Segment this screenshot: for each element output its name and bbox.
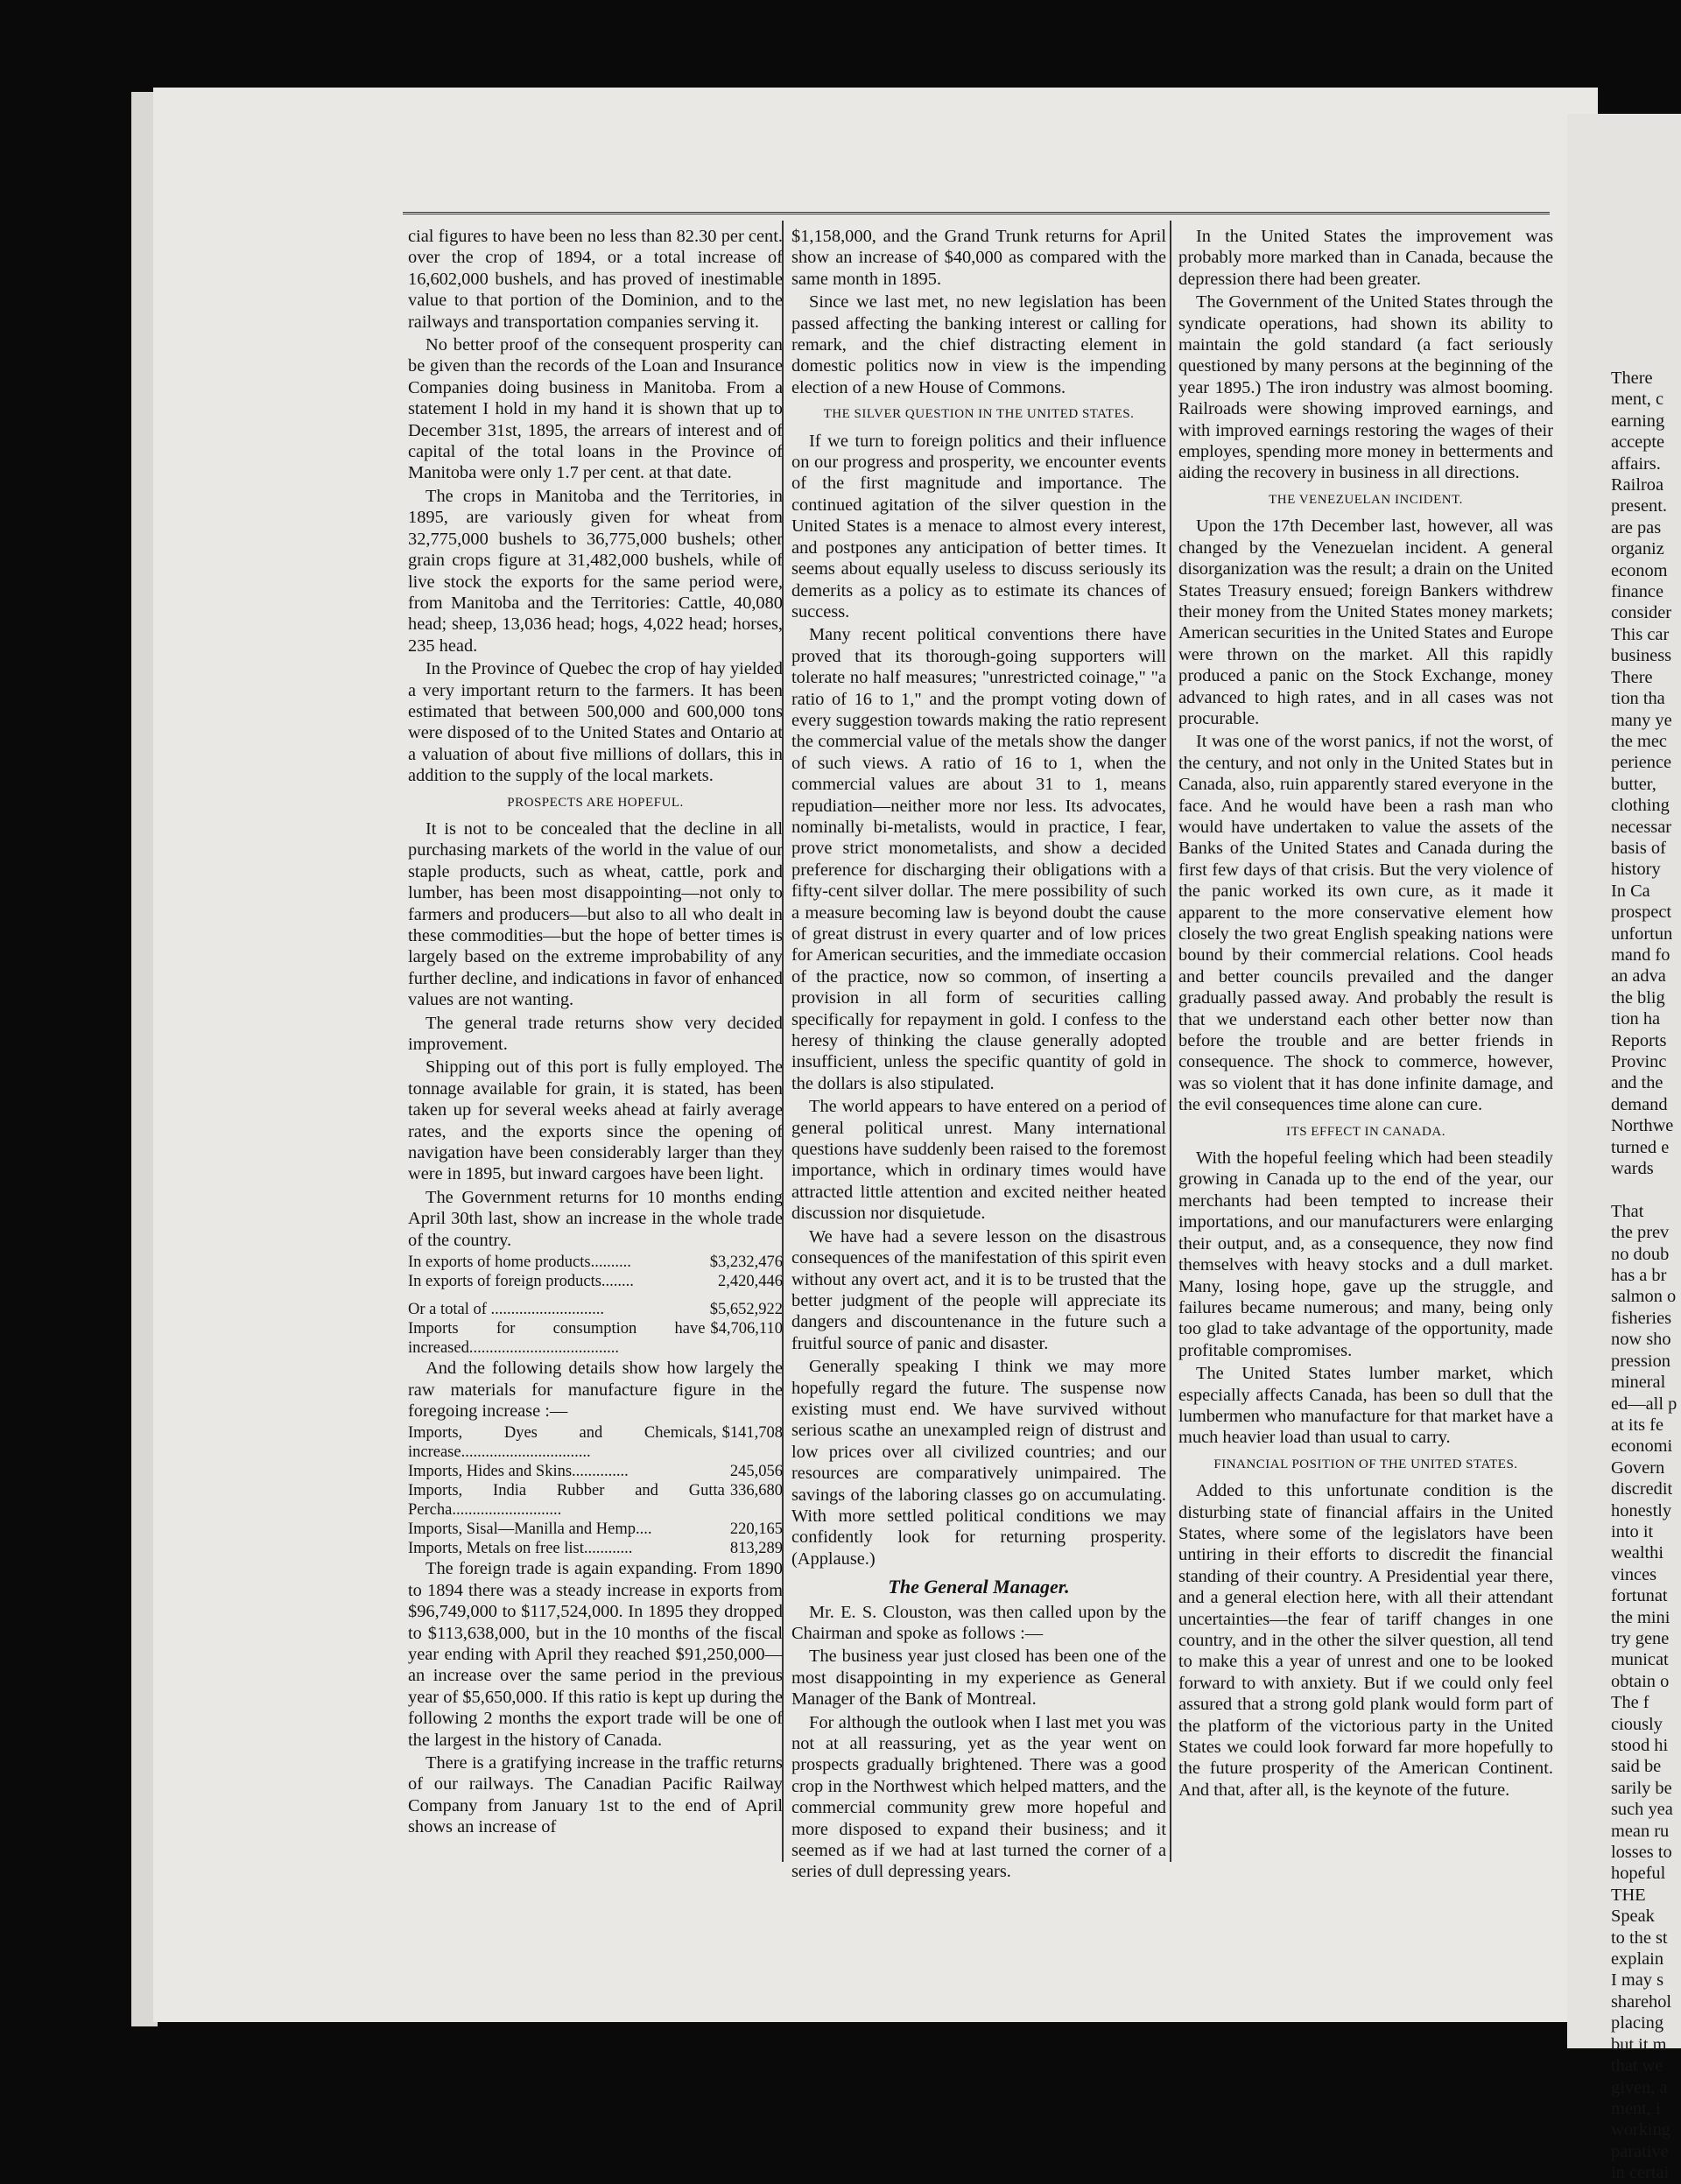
- stat-row: [408, 1300, 783, 1319]
- adjacent-line: now sho: [1611, 1330, 1671, 1350]
- adjacent-line: That: [1611, 1201, 1644, 1221]
- paragraph: The United States lumber market, which especially affects Canada, has been so dull that the lumbermen who manufacture for that market have a much heavier load than usual to carry.: [1178, 1364, 1553, 1448]
- adjacent-line: municat: [1611, 1650, 1669, 1670]
- stat-value: $4,706,110: [710, 1320, 783, 1338]
- paragraph: Since we last met, no new legislation has been passed affecting the banking interest or calling for remark, and the chief distracting element in domestic politics now in view is the impending election of a new House of Commons.: [791, 292, 1166, 397]
- stat-row: [408, 1520, 783, 1539]
- adjacent-line: ment, i: [1611, 2098, 1661, 2118]
- paragraph: In the Province of Quebec the crop of hay yielded a very important return to the farmers. It has been estimated that between 500,000 and 600,000 tons were disposed of to the United States and Ontario at a valuation of about five millions of dollars, this in addition to the supply of the local markets.: [408, 659, 783, 786]
- paragraph: The Government returns for 10 months ending April 30th last, show an increase in the whole trade of the country.: [408, 1187, 783, 1250]
- adjacent-line: mand fo: [1611, 945, 1670, 965]
- stat-label: Imports, Dyes and Chemicals, increase................................: [408, 1424, 717, 1462]
- paragraph: The world appears to have entered on a period of general political unrest. Many international questions have suddenly been raised to the foremost importance, which in ordinary times would have attracted little attention and excited neither heated discussion nor disquietude.: [791, 1097, 1166, 1224]
- paragraph: $1,158,000, and the Grand Trunk returns for April show an increase of $40,000 as compared with the same month in 1895.: [791, 227, 1166, 289]
- stat-row: [408, 1539, 783, 1558]
- paragraph: Added to this unfortunate condition is the disturbing state of financial affairs in the United States, where some of the legislators have been untiring in their efforts to discredit the financial standing of their country. A Presidential year there, and a general election here, with all their attendant uncertainties—the fear of tariff changes in one country, and in the other the silver question, all tend to make this a year of unrest and one to be looked forward to with anxiety. But if we could only feel assured that a strong gold plank would form part of the platform of the victorious party in the United States we could look forward far more hopefully to the future prosperity of the American Continent. And that, after all, is the keynote of the future.: [1178, 1481, 1553, 1800]
- adjacent-line: vinces: [1611, 1564, 1657, 1584]
- adjacent-line: Govern: [1611, 1457, 1665, 1478]
- adjacent-line: econom: [1611, 560, 1668, 580]
- stat-value: 336,680: [729, 1482, 783, 1500]
- adjacent-line: said be: [1611, 1757, 1662, 1777]
- adjacent-line: history: [1611, 860, 1661, 880]
- adjacent-line: working: [1611, 2120, 1670, 2140]
- adjacent-line: discredit: [1611, 1479, 1673, 1499]
- paragraph: cial figures to have been no less than 82.30 per cent. over the crop of 1894, or a total increase of 16,602,000 bushels, and has proved of inestimable value to that portion of the Dominion, and to the railways and transportation companies serving it.: [408, 227, 783, 332]
- paragraph: In the United States the improvement was probably more marked than in Canada, because the depression there had been greater.: [1178, 227, 1553, 289]
- paragraph: For although the outlook when I last met you was not at all reassuring, yet as the year went on prospects gradually brightened. There was a good crop in the Northwest which helped matters, and the commercial community grew more hopeful and more disposed to expand their business; and it seemed as if we had at last turned the corner of a series of dull depressing years.: [791, 1712, 1166, 1882]
- adjacent-line: many ye: [1611, 710, 1672, 730]
- adjacent-line: the blig: [1611, 987, 1665, 1008]
- section-heading: FINANCIAL POSITION OF THE UNITED STATES.: [1213, 1457, 1518, 1471]
- stat-row: [408, 1481, 783, 1520]
- adjacent-line: at its fe: [1611, 1415, 1664, 1435]
- column-1: [408, 226, 783, 1840]
- adjacent-line: an adva: [1611, 966, 1666, 987]
- stat-value: $3,232,476: [709, 1254, 783, 1272]
- adjacent-page: [1567, 114, 1681, 2183]
- stats-table-1: [408, 1253, 783, 1291]
- adjacent-line: [1611, 1179, 1681, 1200]
- adjacent-line: wealthi: [1611, 1543, 1664, 1563]
- adjacent-line: clothing: [1611, 796, 1670, 816]
- adjacent-line: organiz: [1611, 539, 1664, 559]
- adjacent-line: honestly: [1611, 1500, 1672, 1520]
- adjacent-line: parative: [1611, 2141, 1669, 2161]
- adjacent-line: ment, c: [1611, 390, 1664, 410]
- stat-label: Imports for consumption have increased.....................................: [408, 1320, 706, 1358]
- stat-row: [408, 1462, 783, 1481]
- adjacent-line: The f: [1611, 1693, 1649, 1713]
- adjacent-line: demand: [1611, 1094, 1668, 1114]
- paragraph: Mr. E. S. Clouston, was then called upon by the Chairman and spoke as follows :—: [791, 1602, 1166, 1643]
- adjacent-line: stood hi: [1611, 1736, 1669, 1755]
- adjacent-line: tion tha: [1611, 689, 1665, 709]
- adjacent-line: explain: [1611, 1949, 1664, 1970]
- stat-row: [408, 1253, 783, 1272]
- adjacent-line: affairs.: [1611, 453, 1661, 474]
- section-heading: THE VENEZUELAN INCIDENT.: [1269, 492, 1463, 507]
- paragraph: Shipping out of this port is fully employed. The tonnage available for grain, it is stated, has been taken up for several weeks ahead at fairly average rates, and the exports since the opening of navigation have been considerably larger than they were in 1895, but inward cargoes have been light.: [408, 1057, 783, 1184]
- section-heading: THE SILVER QUESTION IN THE UNITED STATES.: [823, 407, 1135, 422]
- adjacent-line: hopeful: [1611, 1864, 1666, 1884]
- adjacent-page-text: [1611, 368, 1681, 2184]
- paragraph: The general trade returns show very decided improvement.: [408, 1013, 783, 1055]
- adjacent-line: obtain o: [1611, 1671, 1670, 1691]
- adjacent-line: finance: [1611, 582, 1663, 602]
- section-heading: PROSPECTS ARE HOPEFUL.: [507, 795, 684, 810]
- adjacent-line: wards: [1611, 1159, 1654, 1179]
- adjacent-line: There: [1611, 667, 1653, 687]
- adjacent-line: THE: [1611, 1885, 1646, 1905]
- adjacent-line: earning: [1611, 411, 1665, 431]
- adjacent-line: business: [1611, 646, 1672, 666]
- adjacent-line: are pas: [1611, 517, 1662, 537]
- adjacent-line: that we: [1611, 2056, 1663, 2076]
- adjacent-line: salmon o: [1611, 1287, 1677, 1307]
- stat-value: 245,056: [729, 1463, 783, 1481]
- adjacent-line: tion ha: [1611, 1009, 1661, 1029]
- paragraph: Generally speaking I think we may more hopefully regard the future. The suspense now existing must end. We have survived without serious scathe an unexampled reign of distrust and low prices over all civilized countries; and our resources are comparatively unimpaired. The savings of the laboring classes go on accumulating. With more settled political conditions we may confidently look for returning prosperity. (Applause.): [791, 1357, 1166, 1569]
- adjacent-line: turned e: [1611, 1137, 1670, 1157]
- adjacent-line: into it: [1611, 1521, 1654, 1541]
- adjacent-line: consider: [1611, 603, 1672, 623]
- section-heading: ITS EFFECT IN CANADA.: [1286, 1124, 1445, 1139]
- paragraph: We have had a severe lesson on the disastrous consequences of the manifestation of this spirit even without any overt act, and it is to be trusted that the better judgment of the people will appreciate its dangers and discountenance in the future such a fruitful source of panic and disaster.: [791, 1226, 1166, 1353]
- paragraph: Many recent political conventions there have proved that its thorough-going supporters will tolerate no half measures; "unrestricted coinage," "a ratio of 16 to 1," and the prompt voting down of every suggestion towards making the ratio represent the commercial value of the metals show the danger of such views. A ratio of 16 to 1, when the commercial values are about 31 to 1, means repudiation—neither more nor less. Its advocates, nominally bi-metalists, would in practice, I fear, prove strict monometalists, and show a decided preference for discharging their obligations with a fifty-cent silver dollar. The mere possibility of such a measure becoming law is beyond doubt the cause of great distrust in every quarter and of low prices for American securities, and the immediate occasion of the practice, now so common, of inserting a provision in all form of securities calling specifically for repayment in gold. I confess to the heresy of thinking the clause generally adopted insufficient, unless the specific quantity of gold in the dollars is also stipulated.: [791, 625, 1166, 1093]
- adjacent-line: Provinc: [1611, 1052, 1667, 1071]
- adjacent-line: try gene: [1611, 1628, 1670, 1648]
- adjacent-line: There: [1611, 369, 1653, 388]
- stat-value: $141,708: [721, 1424, 783, 1443]
- section-heading: The General Manager.: [888, 1576, 1070, 1598]
- adjacent-line: Reports: [1611, 1030, 1667, 1050]
- paragraph: It was one of the worst panics, if not the worst, of the century, and not only in the United States but in Canada, also, ruin apparently stared everyone in the face. And he would have been a rash man who would have undertaken to value the assets of the Banks of the United States and Canada during the first few days of that crisis. But the very violence of the panic worked its own cure, as it made it apparent to the more conservative element how closely the two great English speaking nations were bound by their commercial relations. Cool heads and better councils prevailed and the danger gradually passed away. And probably the result is that we understand each other better now than before the trouble and are better friends in consequence. The shock to commerce, however, was so violent that it has done infinite damage, and the evil consequences time alone can cure.: [1178, 732, 1553, 1115]
- paragraph: Upon the 17th December last, however, all was changed by the Venezuelan incident. A general disorganization was the result; a drain on the United States Treasury ensued; foreign Bankers withdrew their money from the United States money markets; American securities in the United States and Europe were thrown on the market. All this rapidly produced a panic on the Stock Exchange, money advanced to high rates, and in all cases was not procurable.: [1178, 516, 1553, 728]
- adjacent-line: This car: [1611, 624, 1670, 644]
- column-2: [791, 226, 1166, 1885]
- adjacent-line: mineral: [1611, 1373, 1666, 1393]
- adjacent-line: Railroa: [1611, 475, 1664, 495]
- adjacent-line: basis of: [1611, 838, 1666, 858]
- adjacent-line: sarily be: [1611, 1778, 1672, 1798]
- adjacent-line: losses to: [1611, 1843, 1672, 1863]
- adjacent-line: prospect: [1611, 902, 1672, 923]
- adjacent-line: I may s: [1611, 1970, 1664, 1991]
- adjacent-line: butter,: [1611, 774, 1656, 794]
- paragraph: The crops in Manitoba and the Territories, in 1895, are variously given for wheat from 32,775,000 bushels to 36,775,000 bushels; other grain crops figure at 31,482,000 bushels, while of live stock the exports for the same period were, from Manitoba and the Territories: Cattle, 40,080 head; sheep, 13,036 head; hogs, 4,022 head; horses, 235 head.: [408, 486, 783, 656]
- stat-label: Imports, Hides and Skins..............: [408, 1463, 629, 1481]
- adjacent-line: perience: [1611, 753, 1672, 773]
- adjacent-line: accepte: [1611, 432, 1665, 453]
- paragraph: And the following details show how largely the raw materials for manufacture figure in the foregoing increase :—: [408, 1359, 783, 1421]
- stat-row: [408, 1272, 783, 1291]
- column-3: [1178, 226, 1553, 1802]
- adjacent-line: unfortun: [1611, 923, 1673, 944]
- stat-row: [408, 1319, 783, 1358]
- adjacent-line: sharehol: [1611, 1991, 1672, 2012]
- adjacent-line: has a br: [1611, 1266, 1667, 1286]
- adjacent-line: in certai: [1611, 2163, 1670, 2183]
- adjacent-line: to the st: [1611, 1928, 1668, 1948]
- stat-label: Imports, Sisal—Manilla and Hemp....: [408, 1520, 652, 1539]
- stat-value: 2,420,446: [718, 1273, 783, 1291]
- paragraph: There is a gratifying increase in the traffic returns of our railways. The Canadian Pacific Railway Company from January 1st to the end of April shows an increase of: [408, 1752, 783, 1837]
- adjacent-line: the mec: [1611, 731, 1667, 751]
- stats-table-3: [408, 1423, 783, 1558]
- adjacent-line: ciously: [1611, 1714, 1663, 1734]
- column-rule: [1170, 221, 1171, 1862]
- adjacent-line: and the: [1611, 1073, 1663, 1093]
- stat-label: In exports of foreign products........: [408, 1273, 634, 1291]
- adjacent-line: but it m: [1611, 2034, 1667, 2054]
- adjacent-line: present.: [1611, 496, 1667, 516]
- paragraph: With the hopeful feeling which had been steadily growing in Canada up to the end of the year, our merchants had been tempted to increase their importations, and our manufacturers were enlarging their output, and, as a consequence, they now find themselves with heavy stocks and a dull market. Many, losing hope, gave up the struggle, and failures became numerous; and many, being only too glad to take advantage of the opportunity, made profitable compromises.: [1178, 1148, 1553, 1360]
- stat-label: Or a total of ............................: [408, 1301, 605, 1319]
- adjacent-line: economi: [1611, 1436, 1673, 1457]
- top-rule: [403, 212, 1550, 214]
- adjacent-line: Northwe: [1611, 1116, 1674, 1136]
- stat-row: [408, 1423, 783, 1462]
- paragraph: If we turn to foreign politics and their influence on our progress and prosperity, we encounter events of the first magnitude and importance. The continued agitation of the silver question in the United States is a menace to almost every interest, and postpones any anticipation of better times. It seems about equally useless to discuss seriously its demerits as a policy as to estimate its chances of success.: [791, 431, 1166, 621]
- stat-label: In exports of home products..........: [408, 1254, 631, 1272]
- paragraph: It is not to be concealed that the decline in all purchasing markets of the world in the value of our staple products, such as wheat, cattle, pork and lumber, has been most disappointing—not only to farmers and producers—but also to all who dealt in these commodities—but the hope of better times is largely based on the extreme improbability of any further decline, and indications in favor of enhanced values are not wanting.: [408, 818, 783, 1010]
- stats-table-2: [408, 1300, 783, 1358]
- adjacent-line: mean ru: [1611, 1821, 1670, 1841]
- paragraph: The business year just closed has been one of the most disappointing in my experience as General Manager of the Bank of Montreal.: [791, 1647, 1166, 1710]
- stat-value: $5,652,922: [709, 1301, 783, 1319]
- adjacent-line: Speak: [1611, 1907, 1655, 1927]
- paragraph: The Government of the United States through the syndicate operations, had shown its ability to maintain the gold standard (a fact seriously questioned by many persons at the beginning of the year 1895.) The iron industry was almost booming. Railroads were showing improved earnings, and with improved earnings restoring the wages of their employes, spending more money in betterments and aiding the recovery in business in all directions.: [1178, 292, 1553, 483]
- adjacent-line: fisheries: [1611, 1308, 1672, 1328]
- adjacent-line: In Ca: [1611, 881, 1650, 901]
- stat-value: 813,289: [729, 1540, 783, 1558]
- adjacent-line: given, a: [1611, 2077, 1668, 2097]
- stat-label: Imports, India Rubber and Gutta Percha...........................: [408, 1482, 725, 1520]
- adjacent-line: the mini: [1611, 1607, 1670, 1627]
- adjacent-line: necessar: [1611, 817, 1672, 837]
- stat-label: Imports, Metals on free list............: [408, 1540, 633, 1558]
- paragraph: The foreign trade is again expanding. From 1890 to 1894 there was a steady increase in exports from $96,749,000 to $117,524,000. In 1895 they dropped to $113,638,000, but in the 10 months of the fiscal year ending with April they reached $91,250,000—an increase over the same period in the previous year of $5,650,000. If this ratio is kept up during the following 2 months the export trade will be one of the largest in the history of Canada.: [408, 1559, 783, 1750]
- adjacent-line: pression: [1611, 1351, 1670, 1371]
- adjacent-line: the prev: [1611, 1223, 1670, 1243]
- adjacent-line: ed—all p: [1611, 1394, 1677, 1414]
- stat-value: 220,165: [729, 1520, 783, 1539]
- adjacent-line: such yea: [1611, 1800, 1673, 1820]
- adjacent-line: no doub: [1611, 1244, 1670, 1264]
- paragraph: No better proof of the consequent prosperity can be given than the records of the Loan and Insurance Companies doing business in Manitoba. From a statement I hold in my hand it is shown that up to December 31st, 1895, the arrears of interest and of capital of the total loans in the Province of Manitoba were only 1.7 per cent. at that date.: [408, 335, 783, 483]
- adjacent-line: placing: [1611, 2013, 1664, 2033]
- adjacent-line: fortunat: [1611, 1586, 1668, 1606]
